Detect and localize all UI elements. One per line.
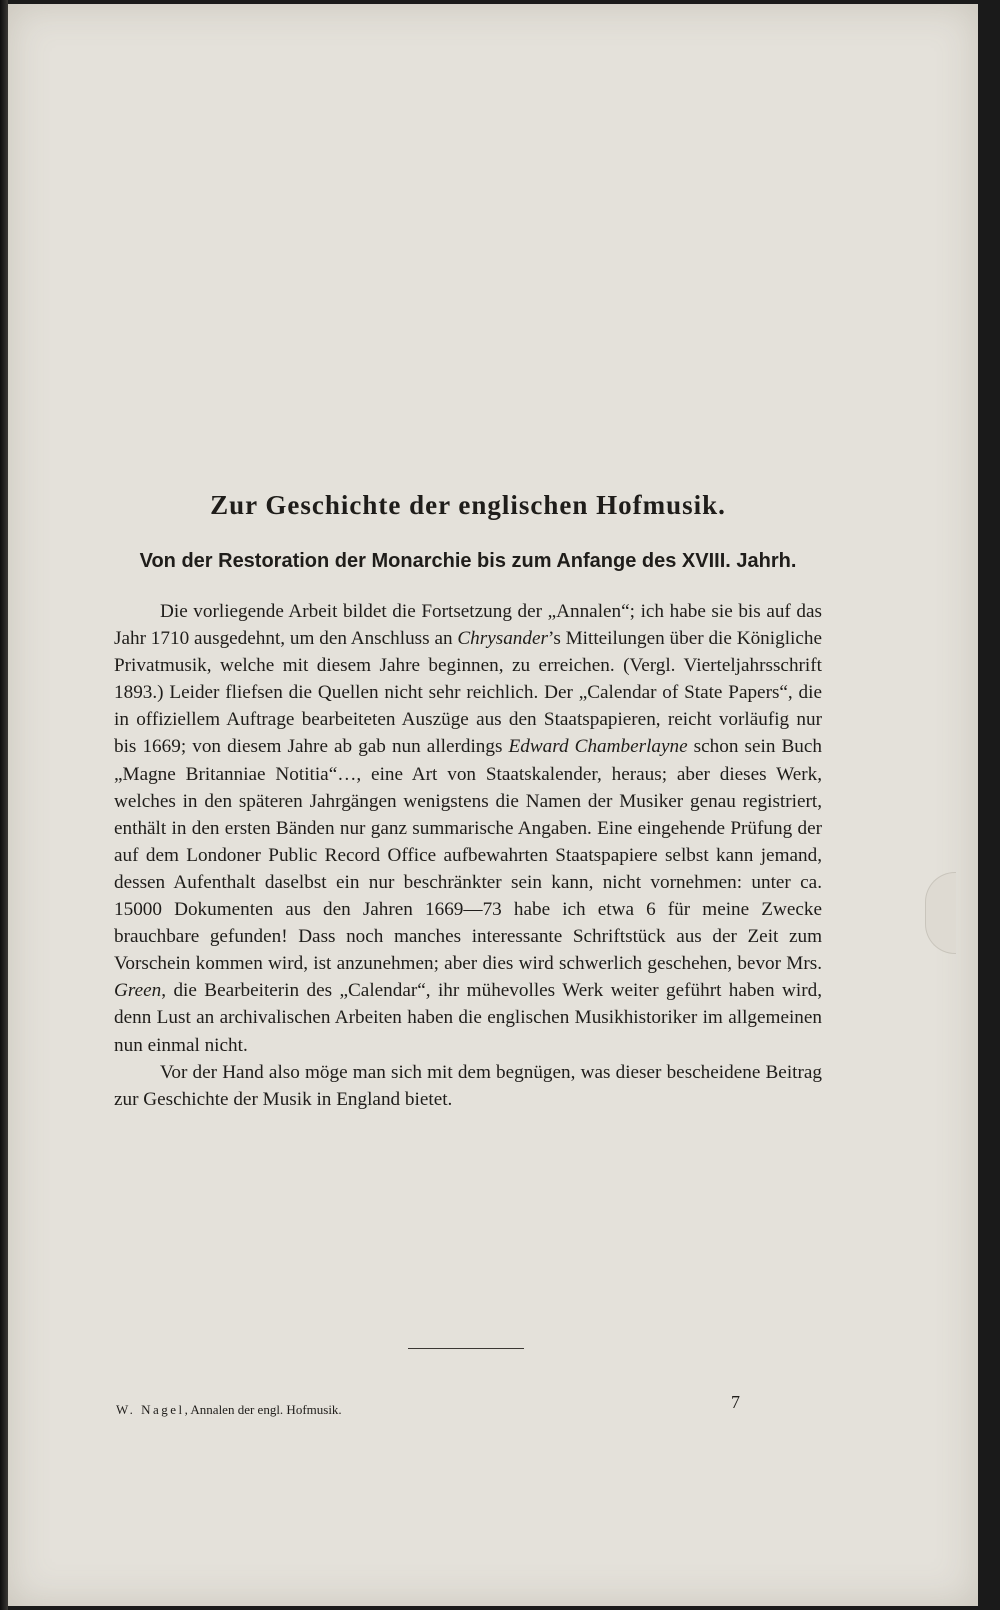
paragraph-text: schon sein Buch „Magne Britanniae Notitia“…, eine Art von Staatskalender, heraus; aber dieses Werk, welches in den späteren Jahrgängen wenigstens die Namen der Musiker genau registriert, enthält in den ersten Bänden nur ganz summarische Angaben. Eine eingehende Prüfung der auf dem Londoner Public Record Office aufbewahrten Staatspapiere selbst kann jemand, dessen Aufenthalt daselbst ein nur beschränkter sein kann, nicht vornehmen: unter ca. 15000 Dokumenten aus den Jahren 1669—73 habe ich etwa 6 für meine Zwecke brauchbare gefunden! Dass noch manches interessante Schriftstück aus der Zeit zum Vorschein kommen wird, ist anzunehmen; aber dies wird schwerlich geschehen, bevor Mrs.	[114, 736, 822, 975]
page-clip-mark	[925, 872, 956, 954]
book-page	[8, 4, 978, 1606]
page-number: 7	[731, 1392, 740, 1412]
emphasis-name: Green	[114, 980, 162, 1002]
footer-author: W. Nagel	[116, 1402, 185, 1417]
paragraph-conclusion: Vor der Hand also möge man sich mit dem begnügen, was dieser bescheidene Beitrag zur Geschichte der Musik in England bietet.	[114, 1061, 822, 1110]
binding-edge	[0, 0, 8, 1610]
paragraph-text: ’s Mitteilungen über die Königliche Privatmusik, welche mit diesem Jahre beginnen, zu erreichen. (Vergl. Vierteljahrsschrift 1893.) Leider fliefsen die Quellen nicht sehr reichlich. Der „Calendar of State Papers“, die in offiziellem Auftrage bearbeiteten Auszüge aus den Staatspapieren, reicht vorläufig nur bis 1669; von diesem Jahre ab gab nun allerdings	[114, 628, 822, 758]
footer-source: , Annalen der engl. Hofmusik.	[184, 1402, 342, 1417]
paragraph-text: Die vorliegende Arbeit bildet die Fortsetzung der „Annalen“; ich habe sie bis auf das Jahr 1710 ausgedehnt, um den Anschluss an	[114, 601, 822, 650]
paragraph-text: , die Bearbeiterin des „Calendar“, ihr mühevolles Werk weiter geführt haben wird, denn Lust an archivalischen Arbeiten haben die englischen Musikhistoriker im allgemeinen nun einmal nicht.	[114, 980, 822, 1056]
footer-signature	[116, 1402, 342, 1418]
separator-rule	[408, 1348, 524, 1349]
page-title: Zur Geschichte der englischen Hofmusik.	[210, 490, 726, 520]
paragraph-introduction	[114, 598, 822, 1059]
emphasis-name: Chrysander	[457, 628, 548, 650]
page-subtitle: Von der Restoration der Monarchie bis zum Anfange des XVIII. Jahrh.	[139, 550, 797, 572]
body-text	[114, 598, 822, 1113]
emphasis-name: Edward Chamberlayne	[508, 736, 688, 758]
